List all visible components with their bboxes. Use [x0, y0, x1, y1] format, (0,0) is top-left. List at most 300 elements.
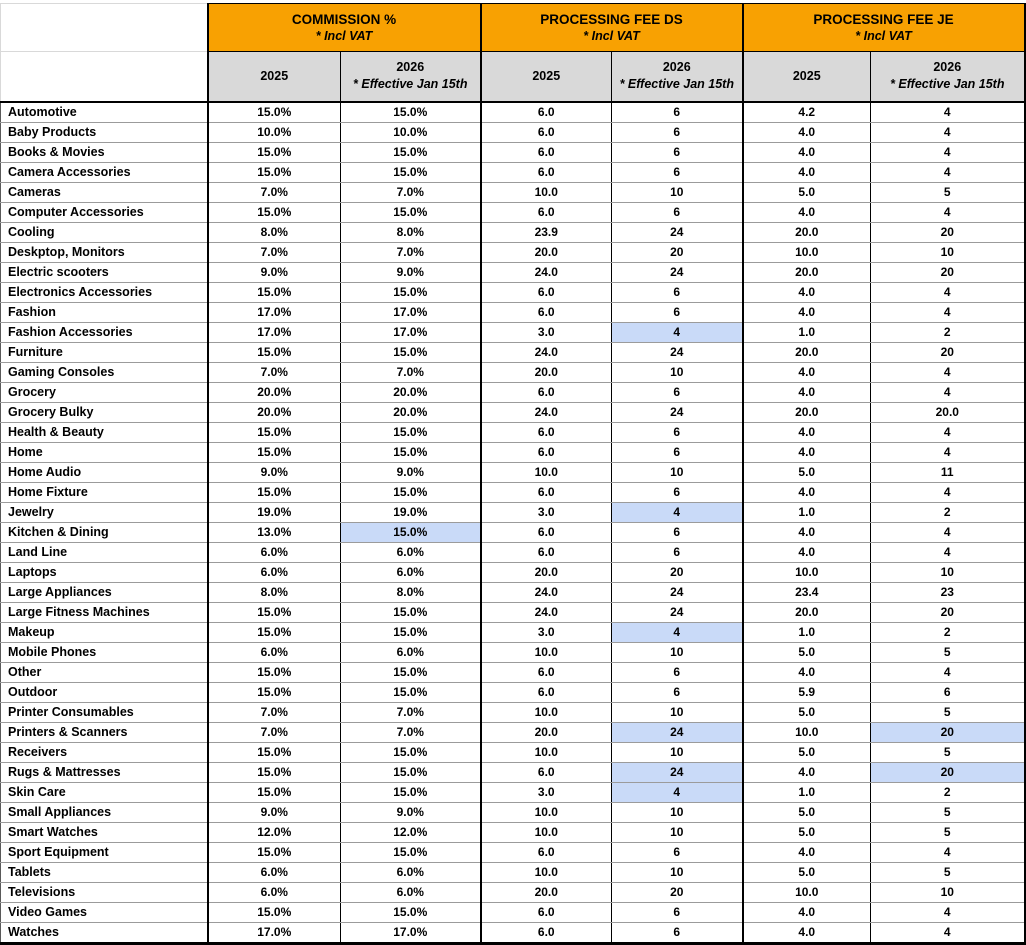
je2025-cell[interactable]: 4.0 — [743, 202, 871, 222]
c2025-cell[interactable]: 15.0% — [208, 482, 341, 502]
category-cell[interactable]: Televisions — [1, 882, 208, 902]
c2026-cell[interactable]: 7.0% — [341, 722, 481, 742]
ds2026-cell[interactable]: 10 — [612, 182, 743, 202]
c2025-cell[interactable]: 15.0% — [208, 602, 341, 622]
ds2025-cell[interactable]: 24.0 — [481, 342, 612, 362]
category-cell[interactable]: Cameras — [1, 182, 208, 202]
je2025-cell[interactable]: 4.0 — [743, 282, 871, 302]
c2025-cell[interactable]: 17.0% — [208, 302, 341, 322]
je2025-cell[interactable]: 23.4 — [743, 582, 871, 602]
je2025-cell[interactable]: 5.0 — [743, 802, 871, 822]
je2025-cell[interactable]: 4.0 — [743, 442, 871, 462]
ds2025-cell[interactable]: 24.0 — [481, 602, 612, 622]
category-cell[interactable]: Laptops — [1, 562, 208, 582]
je2026-cell[interactable]: 4 — [871, 102, 1025, 123]
ds2025-cell[interactable]: 6.0 — [481, 282, 612, 302]
je2026-cell[interactable]: 2 — [871, 782, 1025, 802]
category-cell[interactable]: Books & Movies — [1, 142, 208, 162]
je2025-cell[interactable]: 5.0 — [743, 742, 871, 762]
ds2026-cell[interactable]: 6 — [612, 282, 743, 302]
ds2025-cell[interactable]: 10.0 — [481, 862, 612, 882]
ds2026-cell[interactable]: 24 — [612, 722, 743, 742]
table-row — [1, 902, 1025, 922]
ds2025-cell[interactable]: 6.0 — [481, 762, 612, 782]
c2026-cell[interactable]: 9.0% — [341, 462, 481, 482]
table-row — [1, 782, 1025, 802]
c2026-cell[interactable]: 17.0% — [341, 922, 481, 943]
ds2026-cell[interactable]: 6 — [612, 922, 743, 943]
c2026-cell[interactable]: 15.0% — [341, 602, 481, 622]
je2025-cell[interactable]: 4.0 — [743, 842, 871, 862]
je2025-cell[interactable]: 5.0 — [743, 462, 871, 482]
c2025-cell[interactable]: 15.0% — [208, 902, 341, 922]
c2026-cell[interactable]: 20.0% — [341, 402, 481, 422]
ds2025-cell[interactable]: 6.0 — [481, 302, 612, 322]
ds2026-cell[interactable]: 24 — [612, 342, 743, 362]
c2025-cell[interactable]: 15.0% — [208, 162, 341, 182]
je2026-cell[interactable]: 4 — [871, 662, 1025, 682]
category-cell[interactable]: Watches — [1, 922, 208, 943]
c2026-cell[interactable]: 10.0% — [341, 122, 481, 142]
je2025-cell[interactable]: 4.0 — [743, 362, 871, 382]
ds2026-cell[interactable]: 24 — [612, 402, 743, 422]
c2025-cell[interactable]: 9.0% — [208, 262, 341, 282]
ds2026-cell[interactable]: 10 — [612, 642, 743, 662]
je2026-cell[interactable]: 4 — [871, 162, 1025, 182]
c2025-cell[interactable]: 7.0% — [208, 182, 341, 202]
ds2026-cell[interactable]: 24 — [612, 582, 743, 602]
c2026-cell[interactable]: 20.0% — [341, 382, 481, 402]
ds2025-cell[interactable]: 10.0 — [481, 802, 612, 822]
ds2025-cell[interactable]: 6.0 — [481, 662, 612, 682]
c2025-cell[interactable]: 6.0% — [208, 642, 341, 662]
ds2026-cell[interactable]: 6 — [612, 162, 743, 182]
je2026-cell[interactable]: 6 — [871, 682, 1025, 702]
je2026-cell[interactable]: 4 — [871, 442, 1025, 462]
c2025-cell[interactable]: 15.0% — [208, 202, 341, 222]
ds2025-cell[interactable]: 6.0 — [481, 442, 612, 462]
table-row — [1, 582, 1025, 602]
c2025-cell[interactable]: 17.0% — [208, 322, 341, 342]
c2025-cell[interactable]: 7.0% — [208, 242, 341, 262]
category-cell[interactable]: Skin Care — [1, 782, 208, 802]
ds2026-cell[interactable]: 6 — [612, 122, 743, 142]
c2026-cell[interactable]: 9.0% — [341, 262, 481, 282]
ds2026-cell[interactable]: 10 — [612, 702, 743, 722]
c2026-cell[interactable]: 15.0% — [341, 422, 481, 442]
je2026-cell[interactable]: 20 — [871, 602, 1025, 622]
c2026-cell[interactable]: 15.0% — [341, 842, 481, 862]
je2026-cell[interactable]: 4 — [871, 522, 1025, 542]
ds2025-cell[interactable]: 24.0 — [481, 582, 612, 602]
ds2025-cell[interactable]: 10.0 — [481, 182, 612, 202]
ds2025-cell[interactable]: 6.0 — [481, 382, 612, 402]
je2026-cell[interactable]: 5 — [871, 862, 1025, 882]
c2026-cell[interactable]: 12.0% — [341, 822, 481, 842]
c2025-cell[interactable]: 6.0% — [208, 562, 341, 582]
ds2025-cell[interactable]: 6.0 — [481, 922, 612, 943]
c2025-cell[interactable]: 15.0% — [208, 742, 341, 762]
ds2025-cell[interactable]: 24.0 — [481, 262, 612, 282]
c2025-cell[interactable]: 20.0% — [208, 402, 341, 422]
ds2025-cell[interactable]: 6.0 — [481, 902, 612, 922]
c2026-cell[interactable]: 15.0% — [341, 102, 481, 123]
je2025-cell[interactable]: 5.0 — [743, 822, 871, 842]
je2026-cell[interactable]: 2 — [871, 322, 1025, 342]
je2025-cell[interactable]: 4.0 — [743, 482, 871, 502]
je2025-cell[interactable]: 5.9 — [743, 682, 871, 702]
c2025-cell[interactable]: 15.0% — [208, 282, 341, 302]
category-cell[interactable]: Health & Beauty — [1, 422, 208, 442]
ds2026-cell[interactable]: 4 — [612, 322, 743, 342]
ds2025-cell[interactable]: 6.0 — [481, 122, 612, 142]
ds2026-cell[interactable]: 6 — [612, 302, 743, 322]
je2026-cell[interactable]: 4 — [871, 482, 1025, 502]
je2025-cell[interactable]: 4.0 — [743, 762, 871, 782]
c2025-cell[interactable]: 15.0% — [208, 662, 341, 682]
category-cell[interactable]: Mobile Phones — [1, 642, 208, 662]
je2025-cell[interactable]: 4.0 — [743, 902, 871, 922]
category-cell[interactable]: Baby Products — [1, 122, 208, 142]
category-cell[interactable]: Computer Accessories — [1, 202, 208, 222]
je2026-cell[interactable]: 20.0 — [871, 402, 1025, 422]
c2025-cell[interactable]: 15.0% — [208, 762, 341, 782]
c2026-cell[interactable]: 15.0% — [341, 342, 481, 362]
c2025-cell[interactable]: 20.0% — [208, 382, 341, 402]
c2025-cell[interactable]: 6.0% — [208, 882, 341, 902]
ds2026-cell[interactable]: 6 — [612, 902, 743, 922]
ds2026-cell[interactable]: 10 — [612, 802, 743, 822]
ds2026-cell[interactable]: 6 — [612, 522, 743, 542]
c2026-cell[interactable]: 15.0% — [341, 682, 481, 702]
je2025-cell[interactable]: 20.0 — [743, 602, 871, 622]
je2026-cell[interactable]: 4 — [871, 362, 1025, 382]
category-cell[interactable]: Fashion Accessories — [1, 322, 208, 342]
ds2026-cell[interactable]: 6 — [612, 842, 743, 862]
category-cell[interactable]: Printers & Scanners — [1, 722, 208, 742]
ds2025-cell[interactable]: 10.0 — [481, 742, 612, 762]
ds2025-cell[interactable]: 24.0 — [481, 402, 612, 422]
ds2026-cell[interactable]: 10 — [612, 862, 743, 882]
je2026-cell[interactable]: 5 — [871, 642, 1025, 662]
category-cell[interactable]: Other — [1, 662, 208, 682]
ds2026-cell[interactable]: 4 — [612, 782, 743, 802]
ds2026-cell[interactable]: 10 — [612, 822, 743, 842]
c2025-cell[interactable]: 7.0% — [208, 722, 341, 742]
je2026-cell[interactable]: 4 — [871, 302, 1025, 322]
ds2025-cell[interactable]: 3.0 — [481, 502, 612, 522]
category-cell[interactable]: Jewelry — [1, 502, 208, 522]
c2025-cell[interactable]: 15.0% — [208, 342, 341, 362]
je2026-cell[interactable]: 4 — [871, 122, 1025, 142]
c2026-cell[interactable]: 15.0% — [341, 442, 481, 462]
je2025-cell[interactable]: 4.0 — [743, 422, 871, 442]
je2026-cell[interactable]: 11 — [871, 462, 1025, 482]
category-cell[interactable]: Land Line — [1, 542, 208, 562]
c2025-cell[interactable]: 12.0% — [208, 822, 341, 842]
table-row — [1, 202, 1025, 222]
ds2025-cell[interactable]: 10.0 — [481, 462, 612, 482]
c2025-cell[interactable]: 9.0% — [208, 462, 341, 482]
je2026-cell[interactable]: 4 — [871, 542, 1025, 562]
ds2025-cell[interactable]: 3.0 — [481, 782, 612, 802]
category-cell[interactable]: Electronics Accessories — [1, 282, 208, 302]
ds2026-cell[interactable]: 24 — [612, 602, 743, 622]
ds2025-cell[interactable]: 20.0 — [481, 362, 612, 382]
c2025-cell[interactable]: 10.0% — [208, 122, 341, 142]
c2025-cell[interactable]: 13.0% — [208, 522, 341, 542]
je2025-cell[interactable]: 20.0 — [743, 402, 871, 422]
category-cell[interactable]: Outdoor — [1, 682, 208, 702]
c2026-cell[interactable]: 15.0% — [341, 762, 481, 782]
category-cell[interactable]: Rugs & Mattresses — [1, 762, 208, 782]
c2026-cell[interactable]: 9.0% — [341, 802, 481, 822]
c2025-cell[interactable]: 6.0% — [208, 862, 341, 882]
c2025-cell[interactable]: 9.0% — [208, 802, 341, 822]
category-cell[interactable]: Home — [1, 442, 208, 462]
c2026-cell[interactable]: 15.0% — [341, 282, 481, 302]
je2026-cell[interactable]: 5 — [871, 822, 1025, 842]
ds2026-cell[interactable]: 24 — [612, 262, 743, 282]
c2026-cell[interactable]: 17.0% — [341, 322, 481, 342]
je2025-cell[interactable]: 10.0 — [743, 562, 871, 582]
category-cell[interactable]: Cooling — [1, 222, 208, 242]
je2025-cell[interactable]: 4.0 — [743, 662, 871, 682]
ds2026-cell[interactable]: 6 — [612, 682, 743, 702]
ds2025-cell[interactable]: 10.0 — [481, 702, 612, 722]
je2026-cell[interactable]: 2 — [871, 502, 1025, 522]
category-cell[interactable]: Large Appliances — [1, 582, 208, 602]
je2025-cell[interactable]: 4.0 — [743, 122, 871, 142]
ds2025-cell[interactable]: 3.0 — [481, 622, 612, 642]
je2026-cell[interactable]: 4 — [871, 282, 1025, 302]
c2026-cell[interactable]: 8.0% — [341, 582, 481, 602]
ds2025-cell[interactable]: 6.0 — [481, 422, 612, 442]
c2026-cell[interactable]: 15.0% — [341, 902, 481, 922]
je2025-cell[interactable]: 1.0 — [743, 322, 871, 342]
je2026-cell[interactable]: 5 — [871, 702, 1025, 722]
je2026-cell[interactable]: 5 — [871, 742, 1025, 762]
je2026-cell[interactable]: 4 — [871, 922, 1025, 943]
je2026-cell[interactable]: 10 — [871, 562, 1025, 582]
category-cell[interactable]: Electric scooters — [1, 262, 208, 282]
je2025-cell[interactable]: 4.0 — [743, 542, 871, 562]
ds2026-cell[interactable]: 6 — [612, 482, 743, 502]
je2025-cell[interactable]: 20.0 — [743, 222, 871, 242]
je2026-cell[interactable]: 10 — [871, 882, 1025, 902]
c2026-cell[interactable]: 15.0% — [341, 142, 481, 162]
je2026-cell[interactable]: 20 — [871, 342, 1025, 362]
ds2026-cell[interactable]: 24 — [612, 222, 743, 242]
ds2026-cell[interactable]: 20 — [612, 562, 743, 582]
category-cell[interactable]: Home Audio — [1, 462, 208, 482]
ds2025-cell[interactable]: 3.0 — [481, 322, 612, 342]
ds2025-cell[interactable]: 6.0 — [481, 522, 612, 542]
je2025-cell[interactable]: 4.0 — [743, 162, 871, 182]
je2025-cell[interactable]: 20.0 — [743, 342, 871, 362]
je2025-cell[interactable]: 1.0 — [743, 622, 871, 642]
c2025-cell[interactable]: 7.0% — [208, 702, 341, 722]
je2026-cell[interactable]: 20 — [871, 262, 1025, 282]
ds2026-cell[interactable]: 6 — [612, 382, 743, 402]
ds2025-cell[interactable]: 6.0 — [481, 202, 612, 222]
ds2025-cell[interactable]: 6.0 — [481, 482, 612, 502]
c2026-cell[interactable]: 6.0% — [341, 862, 481, 882]
ds2026-cell[interactable]: 6 — [612, 442, 743, 462]
c2026-cell[interactable]: 6.0% — [341, 882, 481, 902]
je2025-cell[interactable]: 10.0 — [743, 242, 871, 262]
c2026-cell[interactable]: 6.0% — [341, 562, 481, 582]
c2026-cell[interactable]: 15.0% — [341, 162, 481, 182]
category-cell[interactable]: Tablets — [1, 862, 208, 882]
category-cell[interactable]: Home Fixture — [1, 482, 208, 502]
c2025-cell[interactable]: 15.0% — [208, 682, 341, 702]
category-cell[interactable]: Receivers — [1, 742, 208, 762]
ds2026-cell[interactable]: 6 — [612, 422, 743, 442]
je2025-cell[interactable]: 5.0 — [743, 182, 871, 202]
category-cell[interactable]: Small Appliances — [1, 802, 208, 822]
c2026-cell[interactable]: 7.0% — [341, 362, 481, 382]
c2025-cell[interactable]: 8.0% — [208, 222, 341, 242]
c2025-cell[interactable]: 17.0% — [208, 922, 341, 943]
category-cell[interactable]: Furniture — [1, 342, 208, 362]
ds2026-cell[interactable]: 10 — [612, 742, 743, 762]
je2026-cell[interactable]: 20 — [871, 222, 1025, 242]
category-cell[interactable]: Video Games — [1, 902, 208, 922]
c2026-cell[interactable]: 15.0% — [341, 622, 481, 642]
category-cell[interactable]: Makeup — [1, 622, 208, 642]
ds2025-cell[interactable]: 6.0 — [481, 842, 612, 862]
ds2026-cell[interactable]: 24 — [612, 762, 743, 782]
corner-cell — [1, 52, 208, 102]
je2026-cell[interactable]: 20 — [871, 722, 1025, 742]
c2025-cell[interactable]: 15.0% — [208, 782, 341, 802]
ds2025-cell[interactable]: 6.0 — [481, 682, 612, 702]
je2026-cell[interactable]: 5 — [871, 802, 1025, 822]
ds2025-cell[interactable]: 10.0 — [481, 642, 612, 662]
je2026-cell[interactable]: 4 — [871, 422, 1025, 442]
je2025-cell[interactable]: 1.0 — [743, 782, 871, 802]
je2025-cell[interactable]: 20.0 — [743, 262, 871, 282]
ds2025-cell[interactable]: 23.9 — [481, 222, 612, 242]
je2025-cell[interactable]: 1.0 — [743, 502, 871, 522]
je2025-cell[interactable]: 4.0 — [743, 522, 871, 542]
category-cell[interactable]: Automotive — [1, 102, 208, 123]
c2026-cell[interactable]: 6.0% — [341, 642, 481, 662]
category-cell[interactable]: Deskptop, Monitors — [1, 242, 208, 262]
je2026-cell[interactable]: 4 — [871, 842, 1025, 862]
ds2026-cell[interactable]: 6 — [612, 202, 743, 222]
category-cell[interactable]: Printer Consumables — [1, 702, 208, 722]
je2026-cell[interactable]: 10 — [871, 242, 1025, 262]
table-row — [1, 182, 1025, 202]
category-cell[interactable]: Grocery — [1, 382, 208, 402]
category-cell[interactable]: Kitchen & Dining — [1, 522, 208, 542]
c2026-cell[interactable]: 15.0% — [341, 482, 481, 502]
c2026-cell[interactable]: 15.0% — [341, 742, 481, 762]
category-cell[interactable]: Large Fitness Machines — [1, 602, 208, 622]
c2025-cell[interactable]: 7.0% — [208, 362, 341, 382]
je2025-cell[interactable]: 4.2 — [743, 102, 871, 123]
je2025-cell[interactable]: 10.0 — [743, 882, 871, 902]
ds2025-cell[interactable]: 20.0 — [481, 722, 612, 742]
category-cell[interactable]: Gaming Consoles — [1, 362, 208, 382]
je2026-cell[interactable]: 4 — [871, 902, 1025, 922]
ds2026-cell[interactable]: 20 — [612, 242, 743, 262]
category-cell[interactable]: Fashion — [1, 302, 208, 322]
ds2026-cell[interactable]: 6 — [612, 142, 743, 162]
c2026-cell[interactable]: 7.0% — [341, 242, 481, 262]
c2025-cell[interactable]: 15.0% — [208, 442, 341, 462]
c2025-cell[interactable]: 15.0% — [208, 622, 341, 642]
ds2026-cell[interactable]: 4 — [612, 622, 743, 642]
c2026-cell[interactable]: 15.0% — [341, 782, 481, 802]
c2026-cell[interactable]: 7.0% — [341, 702, 481, 722]
je2025-cell[interactable]: 5.0 — [743, 642, 871, 662]
c2026-cell[interactable]: 15.0% — [341, 202, 481, 222]
ds2026-cell[interactable]: 10 — [612, 462, 743, 482]
ds2025-cell[interactable]: 20.0 — [481, 242, 612, 262]
c2026-cell[interactable]: 8.0% — [341, 222, 481, 242]
c2025-cell[interactable]: 15.0% — [208, 422, 341, 442]
je2025-cell[interactable]: 4.0 — [743, 922, 871, 943]
c2026-cell[interactable]: 17.0% — [341, 302, 481, 322]
je2025-cell[interactable]: 4.0 — [743, 382, 871, 402]
c2026-cell[interactable]: 19.0% — [341, 502, 481, 522]
c2025-cell[interactable]: 6.0% — [208, 542, 341, 562]
ds2025-cell[interactable]: 20.0 — [481, 562, 612, 582]
je2026-cell[interactable]: 5 — [871, 182, 1025, 202]
category-cell[interactable]: Smart Watches — [1, 822, 208, 842]
c2026-cell[interactable]: 7.0% — [341, 182, 481, 202]
je2026-cell[interactable]: 20 — [871, 762, 1025, 782]
je2026-cell[interactable]: 23 — [871, 582, 1025, 602]
c2026-cell[interactable]: 15.0% — [341, 522, 481, 542]
ds2026-cell[interactable]: 4 — [612, 502, 743, 522]
ds2026-cell[interactable]: 10 — [612, 362, 743, 382]
c2025-cell[interactable]: 15.0% — [208, 842, 341, 862]
ds2025-cell[interactable]: 20.0 — [481, 882, 612, 902]
c2026-cell[interactable]: 15.0% — [341, 662, 481, 682]
je2025-cell[interactable]: 4.0 — [743, 302, 871, 322]
je2025-cell[interactable]: 10.0 — [743, 722, 871, 742]
ds2026-cell[interactable]: 6 — [612, 662, 743, 682]
je2026-cell[interactable]: 4 — [871, 202, 1025, 222]
ds2026-cell[interactable]: 6 — [612, 102, 743, 123]
je2026-cell[interactable]: 2 — [871, 622, 1025, 642]
c2025-cell[interactable]: 19.0% — [208, 502, 341, 522]
category-cell[interactable]: Grocery Bulky — [1, 402, 208, 422]
c2025-cell[interactable]: 15.0% — [208, 102, 341, 123]
category-cell[interactable]: Sport Equipment — [1, 842, 208, 862]
ds2025-cell[interactable]: 6.0 — [481, 162, 612, 182]
c2025-cell[interactable]: 8.0% — [208, 582, 341, 602]
je2025-cell[interactable]: 5.0 — [743, 702, 871, 722]
category-cell[interactable]: Camera Accessories — [1, 162, 208, 182]
je2025-cell[interactable]: 5.0 — [743, 862, 871, 882]
ds2026-cell[interactable]: 20 — [612, 882, 743, 902]
ds2025-cell[interactable]: 10.0 — [481, 822, 612, 842]
je2025-cell[interactable]: 4.0 — [743, 142, 871, 162]
c2025-cell[interactable]: 15.0% — [208, 142, 341, 162]
je2026-cell[interactable]: 4 — [871, 382, 1025, 402]
je2026-cell[interactable]: 4 — [871, 142, 1025, 162]
c2026-cell[interactable]: 6.0% — [341, 542, 481, 562]
ds2026-cell[interactable]: 6 — [612, 542, 743, 562]
ds2025-cell[interactable]: 6.0 — [481, 102, 612, 123]
ds2025-cell[interactable]: 6.0 — [481, 542, 612, 562]
ds2025-cell[interactable]: 6.0 — [481, 142, 612, 162]
